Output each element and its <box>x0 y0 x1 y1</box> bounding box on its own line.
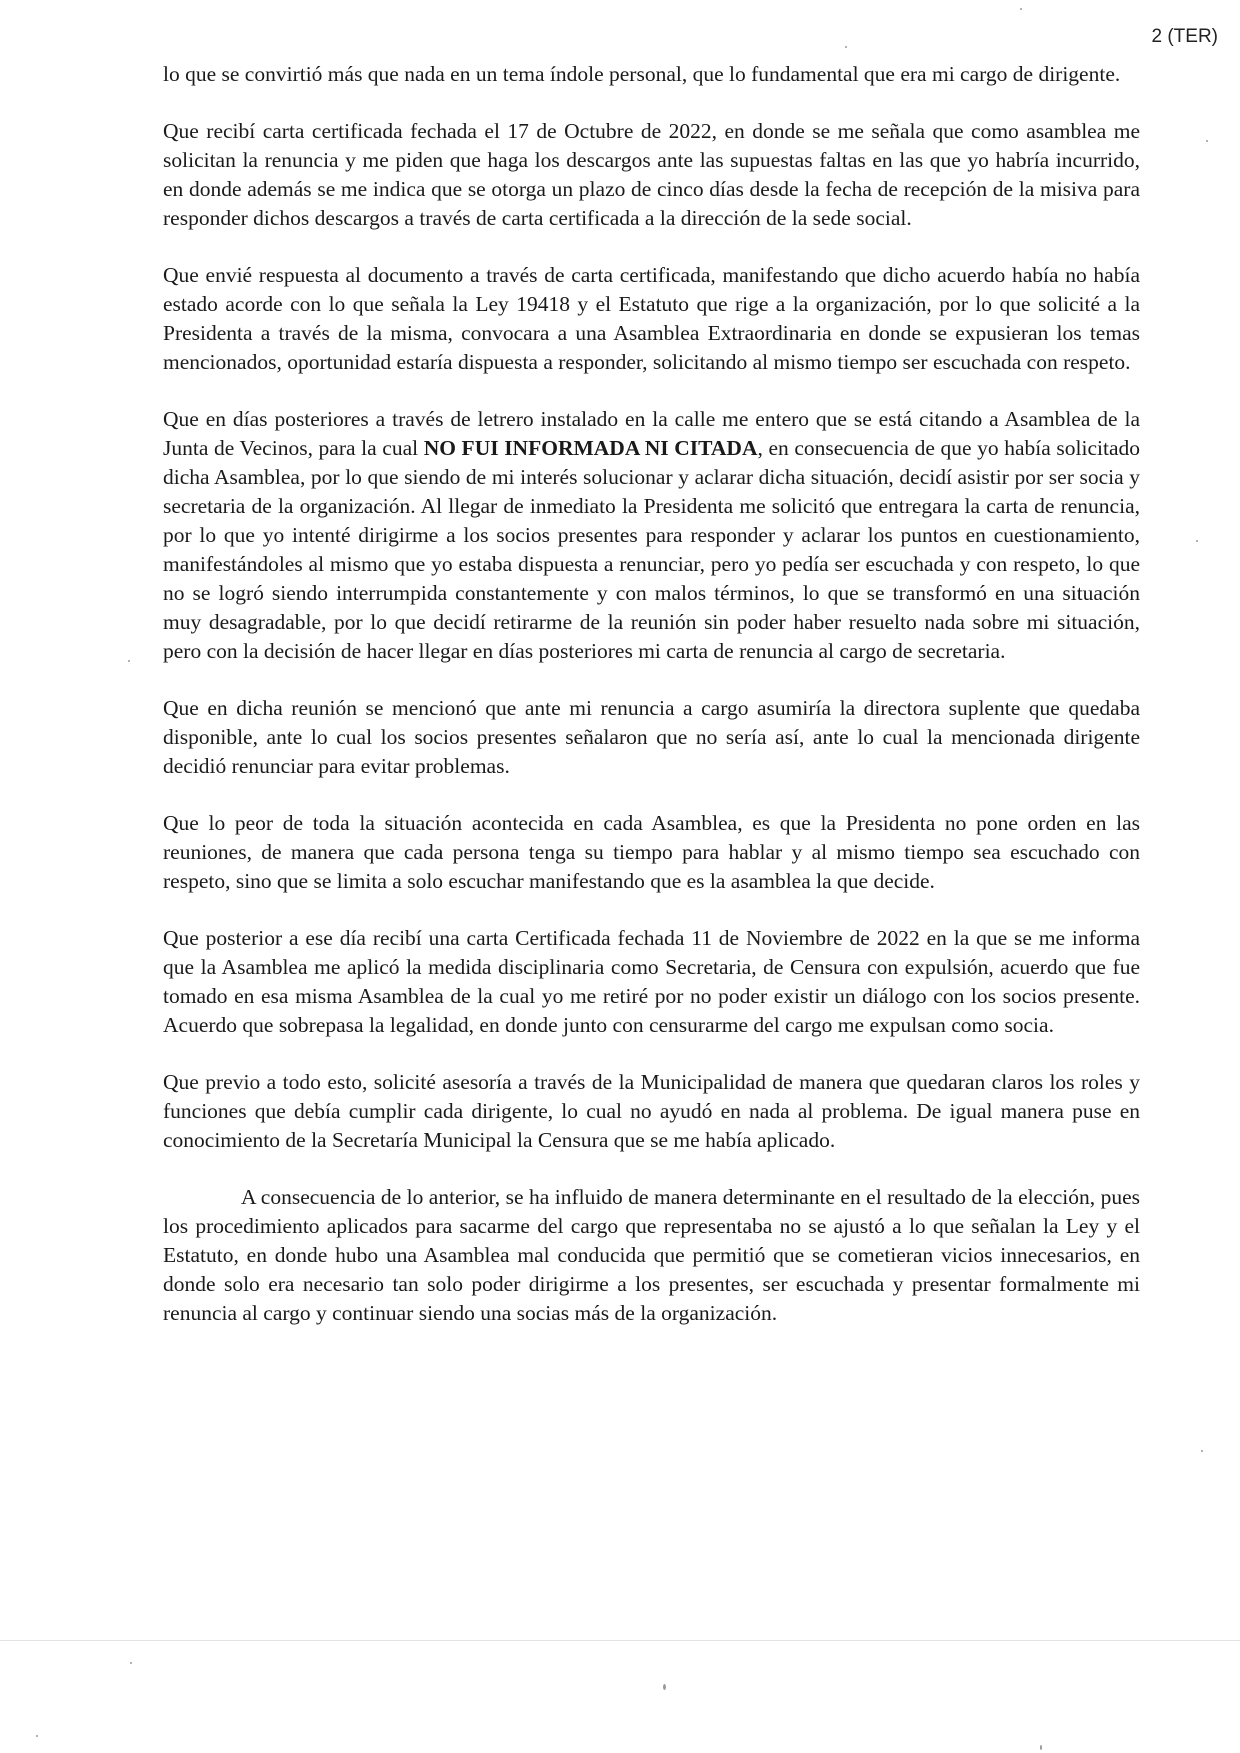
paragraph-text: A consecuencia de lo anterior, se ha influido de manera determinante en el resultado de la elección, pues los procedimiento aplicados para sacarme del cargo que representaba no se ajustó a lo que señalan la Ley y el Estatuto, en donde hubo una Asamblea mal conducida que permitió que se cometieran vicios innecesarios, en donde solo era necesario tan solo poder dirigirme a los presentes, ser escuchada y presentar formalmente mi renuncia al cargo y continuar siendo una socias más de la organización. <box>163 1185 1140 1325</box>
scan-speck <box>36 1735 38 1737</box>
scan-speck <box>1201 1450 1203 1452</box>
paragraph-1 <box>163 60 1140 89</box>
document-body <box>163 60 1140 1356</box>
scan-speck <box>1040 1745 1042 1750</box>
page-number: 2 (TER) <box>1151 26 1218 47</box>
scan-speck <box>1020 8 1022 10</box>
scan-speck <box>1196 540 1198 542</box>
scan-speck <box>130 1662 132 1664</box>
paragraph-text: Que en días posteriores a través de letrero instalado en la calle me entero que se está citando a Asamblea de la Junta de Vecinos, para la cual <box>163 407 1140 460</box>
paragraph-text: Que recibí carta certificada fechada el 17 de Octubre de 2022, en donde se me señala que como asamblea me solicitan la renuncia y me piden que haga los descargos ante las supuestas faltas en las que yo habría incurrido, en donde además se me indica que se otorga un plazo de cinco días desde la fecha de recepción de la misiva para responder dichos descargos a través de carta certificada a la dirección de la sede social. <box>163 119 1140 230</box>
scan-speck <box>845 46 847 48</box>
paragraph-5 <box>163 694 1140 781</box>
paragraph-7 <box>163 924 1140 1040</box>
paragraph-6 <box>163 809 1140 896</box>
paragraph-text: Que posterior a ese día recibí una carta Certificada fechada 11 de Noviembre de 2022 en la que se me informa que la Asamblea me aplicó la medida disciplinaria como Secretaria, de Censura con expulsión, acuerdo que fue tomado en esa misma Asamblea de la cual yo me retiré por no poder existir un diálogo con los socios presente. Acuerdo que sobrepasa la legalidad, en donde junto con censurarme del cargo me expulsan como socia. <box>163 926 1140 1037</box>
paragraph-text: Que en dicha reunión se mencionó que ante mi renuncia a cargo asumiría la directora suplente que quedaba disponible, ante lo cual los socios presentes señalaron que no sería así, ante lo cual la mencionada dirigente decidió renunciar para evitar problemas. <box>163 696 1140 778</box>
scan-speck <box>1206 140 1208 142</box>
paragraph-text-continued: , en consecuencia de que yo había solicitado dicha Asamblea, por lo que siendo de mi interés solucionar y aclarar dicha situación, decidí asistir por ser socia y secretaria de la organización. Al llegar de inmediato la Presidenta me solicitó que entregara la carta de renuncia, por lo que yo intenté dirigirme a los socios presentes para responder y aclarar los puntos en cuestionamiento, manifestándoles al mismo que yo estaba dispuesta a renunciar, pero yo pedía ser escuchada y con respeto, lo que no se logró siendo interrumpida constantemente y con malos términos, lo que se transformó en una situación muy desagradable, por lo que decidí retirarme de la reunión sin poder haber resuelto nada sobre mi situación, pero con la decisión de hacer llegar en días posteriores mi carta de renuncia al cargo de secretaria. <box>163 436 1140 663</box>
bold-emphasis: NO FUI INFORMADA NI CITADA <box>423 436 758 460</box>
scan-speck <box>128 660 130 662</box>
paragraph-text: Que previo a todo esto, solicité asesoría a través de la Municipalidad de manera que quedaran claros los roles y funciones que debía cumplir cada dirigente, lo cual no ayudó en nada al problema. De igual manera puse en conocimiento de la Secretaría Municipal la Censura que se me había aplicado. <box>163 1070 1140 1152</box>
paragraph-8 <box>163 1068 1140 1155</box>
scan-edge-line <box>0 1640 1240 1641</box>
paragraph-text: lo que se convirtió más que nada en un tema índole personal, que lo fundamental que era mi cargo de dirigente. <box>163 62 1121 86</box>
paragraph-9 <box>163 1183 1140 1328</box>
paragraph-4 <box>163 405 1140 666</box>
paragraph-text: Que envié respuesta al documento a través de carta certificada, manifestando que dicho acuerdo había no había estado acorde con lo que señala la Ley 19418 y el Estatuto que rige a la organización, por lo que solicité a la Presidenta a través de la misma, convocara a una Asamblea Extraordinaria en donde se expusieran los temas mencionados, oportunidad estaría dispuesta a responder, solicitando al mismo tiempo ser escuchada con respeto. <box>163 263 1140 374</box>
paragraph-text: Que lo peor de toda la situación acontecida en cada Asamblea, es que la Presidenta no pone orden en las reuniones, de manera que cada persona tenga su tiempo para hablar y al mismo tiempo sea escuchado con respeto, sino que se limita a solo escuchar manifestando que es la asamblea la que decide. <box>163 811 1140 893</box>
paragraph-3 <box>163 261 1140 377</box>
scan-speck <box>663 1684 666 1690</box>
paragraph-2 <box>163 117 1140 233</box>
